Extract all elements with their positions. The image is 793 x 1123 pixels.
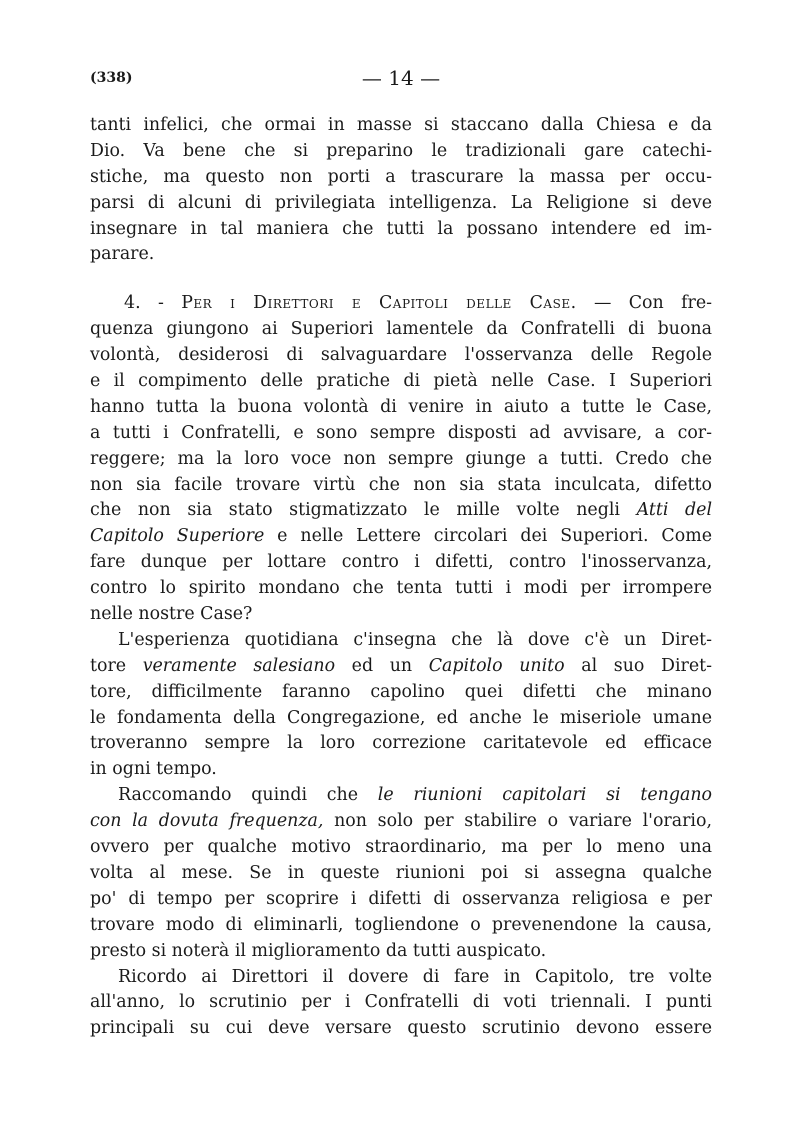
italic-text: le riunioni capitolari si tengano	[377, 785, 712, 806]
paragraph-4	[90, 783, 712, 964]
paragraph-gap	[90, 268, 712, 291]
page	[90, 0, 712, 1123]
italic-text: Atti del	[636, 500, 713, 521]
text-line: a tutti i Confratelli, e sono sempre disposti ad avvisare, a cor-	[90, 422, 712, 443]
text-line	[90, 498, 712, 524]
text-line	[90, 654, 712, 680]
italic-text: veramente salesiano	[142, 655, 336, 676]
text-line: po' di tempo per scoprire i difetti di osservanza religiosa e per	[90, 888, 712, 909]
text-line: principali su cui deve versare questo scrutinio devono essere	[90, 1018, 712, 1039]
text-line: parsi di alcuni di privilegiata intelligenza. La Religione si deve	[90, 192, 712, 213]
text-line: nelle nostre Case?	[90, 604, 253, 625]
text-line: hanno tutta la buona volontà di venire in aiuto a tutte le Case,	[90, 396, 712, 417]
italic-text: Capitolo Superiore	[90, 526, 265, 547]
text-line: fare dunque per lottare contro i difetti, contro l'inosservanza,	[90, 552, 712, 573]
text-fragment: non solo per stabilire o variare l'orario,	[323, 811, 712, 832]
text-line: presto si noterà il miglioramento da tutti auspicato.	[90, 940, 547, 961]
page-reference: (338)	[90, 70, 133, 86]
text-line: le fondamenta della Congregazione, ed anche le miseriole umane	[90, 707, 712, 728]
text-line: volontà, desiderosi di salvaguardare l'osservanza delle Regole	[90, 345, 712, 366]
text-line: Ricordo ai Direttori il dovere di fare in Capitolo, tre volte	[118, 966, 712, 987]
text-fragment: ed un	[335, 655, 429, 676]
text-line: Dio. Va bene che si preparino le tradizionali gare catechi-	[90, 140, 712, 161]
text-line: parare.	[90, 244, 155, 265]
text-line: L'esperienza quotidiana c'insegna che là dove c'è un Diret-	[118, 629, 712, 650]
text-line: reggere; ma la loro voce non sempre giunge a tutti. Credo che	[90, 448, 712, 469]
text-line	[90, 524, 712, 550]
text-fragment: che non sia stato stigmatizzato le mille volte negli	[90, 500, 637, 521]
page-header	[90, 66, 712, 94]
text-line: contro lo spirito mondano che tenta tutti i modi per irrompere	[90, 578, 712, 599]
section-heading-line	[90, 291, 712, 317]
text-line: volta al mese. Se in queste riunioni poi si assegna qualche	[90, 862, 712, 883]
text-line: tore, difficilmente faranno capolino quei difetti che minano	[90, 681, 712, 702]
text-line: in ogni tempo.	[90, 759, 217, 780]
page-number: — 14 —	[361, 66, 441, 90]
text-line: all'anno, lo scrutinio per i Confratelli di voti triennali. I punti	[90, 992, 712, 1013]
text-line: e il compimento delle pratiche di pietà nelle Case. I Superiori	[90, 371, 712, 392]
text-line: ovvero per qualche motivo straordinario, ma per lo meno una	[90, 837, 712, 858]
text-fragment: e nelle Lettere circolari dei Superiori. Come	[264, 526, 712, 547]
paragraph-5	[90, 965, 712, 1043]
body-text	[90, 113, 712, 1042]
text-line	[90, 809, 712, 835]
paragraph-3	[90, 628, 712, 783]
text-line: quenza giungono ai Superiori lamentele da Confratelli di buona	[90, 319, 712, 340]
section-heading: Per i Direttori e Capitoli delle Case.	[181, 293, 577, 314]
section-number: 4. -	[124, 293, 182, 314]
text-fragment: al suo Diret-	[564, 655, 712, 676]
text-line: non sia facile trovare virtù che non sia stata inculcata, difetto	[90, 474, 712, 495]
text-line	[90, 783, 712, 809]
italic-text: con la dovuta frequenza,	[90, 811, 324, 832]
text-fragment: — Con fre-	[576, 293, 712, 314]
paragraph-1	[90, 113, 712, 268]
text-line: stiche, ma questo non porti a trascurare la massa per occu-	[90, 166, 712, 187]
text-line: insegnare in tal maniera che tutti la possano intendere ed im-	[90, 218, 712, 239]
text-line: trovare modo di eliminarli, togliendone o prevenendone la causa,	[90, 914, 712, 935]
text-line: tanti infelici, che ormai in masse si staccano dalla Chiesa e da	[90, 115, 712, 135]
text-fragment: tore	[90, 655, 143, 676]
section-4	[90, 291, 712, 628]
text-fragment: Raccomando quindi che	[118, 785, 378, 806]
text-line: troveranno sempre la loro correzione caritatevole ed efficace	[90, 733, 712, 754]
italic-text: Capitolo unito	[428, 655, 565, 676]
